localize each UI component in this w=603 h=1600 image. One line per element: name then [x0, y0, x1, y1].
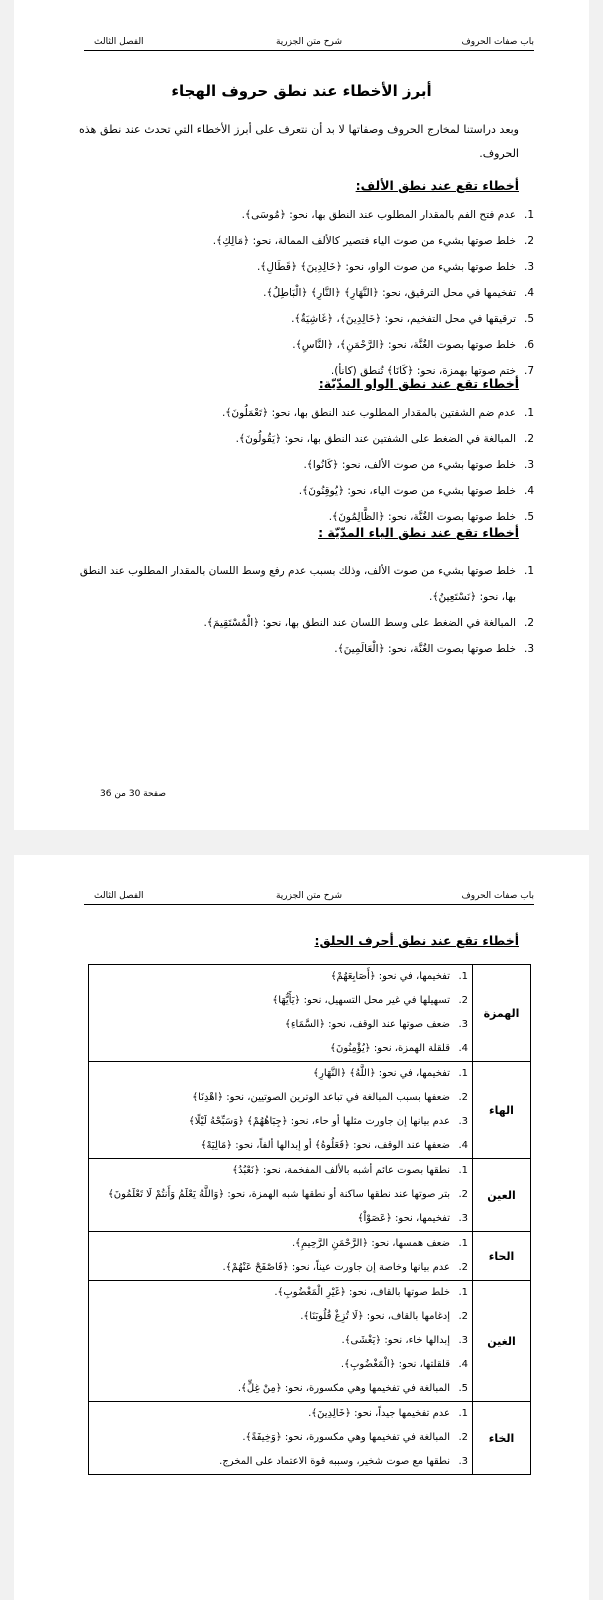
letter-error-item: 4. قلقلة الهمزة، نحو: ﴿يُؤْمِنُونَ﴾: [330, 1043, 468, 1054]
throat-letters-table: [88, 964, 531, 1475]
ya-error-item: 1. خلط صوتها بشيء من صوت الألف، وذلك بسبب عدم رفع وسط اللسان بالمقدار المطلوب عند النطق بها، نحو: ﴿نَسْتَعِينُ﴾.: [79, 565, 534, 603]
letter-name-cell: الهمزة: [473, 965, 531, 1062]
intro-paragraph: وبعد دراستنا لمخارج الحروف وصفاتها لا بد أن نتعرف على أبرز الأخطاء التي تحدث عند نطق هذه الحروف.: [79, 123, 519, 160]
letter-error-item: 1. تفخيمها، في نحو: ﴿اللَّهُ﴾ ﴿النَّهَارِ﴾: [313, 1068, 468, 1079]
header-section: الفصل الثالث: [94, 37, 144, 47]
alif-error-item: 7. ختم صوتها بهمزة، نحو: ﴿كَانَا﴾ تُنطق (كانأ).: [330, 365, 534, 377]
page-header: [84, 30, 534, 51]
header-section: الفصل الثالث: [94, 891, 144, 901]
document-page-1: [14, 0, 589, 830]
errors-cell: [89, 1232, 473, 1281]
letter-error-item: 2. إدغامها بالقاف، نحو: ﴿لَا تُزِغْ قُلُوبَنَا﴾.: [300, 1311, 468, 1322]
letter-error-item: 4. ضعفها عند الوقف، نحو: ﴿فَعَلُوهُ﴾ أو إبدالها ألفاً، نحو: ﴿مَالِيَهْ﴾: [200, 1140, 468, 1151]
alif-error-item: 2. خلط صوتها بشيء من صوت الياء فتصير كالألف الممالة، نحو: ﴿مَالِكِ﴾.: [212, 235, 534, 247]
page-header: [84, 884, 534, 905]
alif-error-item: 6. خلط صوتها بصوت الغُنَّة، نحو: ﴿الرَّحْمَنِ﴾، ﴿النَّاسِ﴾.: [292, 339, 534, 351]
table-row: [89, 1232, 531, 1281]
header-book: شرح متن الجزرية: [275, 891, 343, 901]
table-row: [89, 1281, 531, 1402]
page-title: أبرز الأخطاء عند نطق حروف الهجاء: [171, 82, 432, 100]
waw-error-item: 5. خلط صوتها بصوت الغُنَّة، نحو: ﴿الظَّالِمُونَ﴾.: [328, 511, 534, 523]
letter-name-cell: الغين: [473, 1281, 531, 1402]
section-heading-ya: أخطاء تقع عند نطق الياء المدّيّة :: [318, 525, 519, 540]
waw-error-item: 3. خلط صوتها بشيء من صوت الألف، نحو: ﴿كَانُوا﴾.: [303, 459, 534, 471]
page-number: صفحة 30 من 36: [100, 789, 167, 799]
table-row: [89, 1402, 531, 1475]
letter-error-item: 5. المبالغة في تفخيمها وهي مكسورة، نحو: ﴿مِنْ غِلٍّ﴾.: [237, 1383, 468, 1394]
alif-error-item: 1. عدم فتح الفم بالمقدار المطلوب عند النطق بها، نحو: ﴿مُوسَى﴾.: [241, 209, 534, 221]
letter-name-cell: الخاء: [473, 1402, 531, 1475]
letter-error-item: 2. ضعفها بسبب المبالغة في تباعد الوترين الصوتيين، نحو: ﴿اهْدِنَا﴾: [192, 1092, 468, 1103]
section-heading-waw: أخطاء تقع عند نطق الواو المدّيّة:: [318, 376, 519, 391]
ya-errors-list: [64, 558, 534, 662]
header-chapter: باب صفات الحروف: [461, 37, 534, 47]
letter-error-item: 3. ضعف صوتها عند الوقف، نحو: ﴿السَّمَاءِ﴾: [284, 1019, 468, 1030]
waw-errors-list: [64, 400, 534, 530]
letter-error-item: 3. عدم بيانها إن جاورت مثلها أو حاء، نحو: ﴿جِبَاهُهُمْ﴾ ﴿وَسَبِّحْهُ لَيْلًا﴾: [188, 1116, 468, 1127]
waw-error-item: 4. خلط صوتها بشيء من صوت الياء، نحو: ﴿يُوقِنُونَ﴾.: [298, 485, 534, 497]
errors-cell: [89, 1062, 473, 1159]
letter-error-item: 1. خلط صوتها بالقاف، نحو: ﴿غَيْرِ الْمَغْضُوبِ﴾.: [274, 1287, 468, 1298]
letter-name-cell: العين: [473, 1159, 531, 1232]
letter-name-cell: الحاء: [473, 1232, 531, 1281]
letter-error-item: 2. عدم بيانها وخاصة إن جاورت عيناً، نحو: ﴿فَاصْفَحْ عَنْهُمْ﴾.: [222, 1262, 468, 1273]
alif-error-item: 3. خلط صوتها بشيء من صوت الواو، نحو: ﴿خَالِدِينَ﴾ ﴿قَطَالِ﴾.: [256, 261, 534, 273]
letter-error-item: 4. قلقلتها، نحو: ﴿الْمَغْضُوبِ﴾.: [340, 1359, 468, 1370]
letter-error-item: 1. نطقها بصوت عائم أشبه بالألف المفخمة، نحو: ﴿نَعْبُدُ﴾: [232, 1165, 468, 1176]
letter-error-item: 2. بتر صوتها عند نطقها ساكنة أو نطقها شبه الهمزة، نحو: ﴿وَاللَّهُ يَعْلَمُ وَأَنتُمْ لَا تَعْلَمُونَ﴾: [107, 1189, 468, 1200]
waw-error-item: 1. عدم ضم الشفتين بالمقدار المطلوب عند النطق بها، نحو: ﴿تَعْمَلُونَ﴾.: [221, 407, 534, 419]
letter-error-item: 1. تفخيمها، في نحو: ﴿أَصَابِعَهُمْ﴾: [330, 971, 468, 982]
errors-cell: [89, 965, 473, 1062]
letter-error-item: 2. تسهيلها في غير محل التسهيل، نحو: ﴿يَأَيُّهَا﴾: [272, 995, 468, 1006]
letter-error-item: 2. المبالغة في تفخيمها وهي مكسورة، نحو: ﴿وَخِيفَةً﴾.: [242, 1432, 468, 1443]
table-row: [89, 1062, 531, 1159]
waw-error-item: 2. المبالغة في الضغط على الشفتين عند النطق بها، نحو: ﴿يَقُولُونَ﴾.: [235, 433, 534, 445]
letter-name-cell: الهاء: [473, 1062, 531, 1159]
alif-error-item: 5. ترقيقها في محل التفخيم، نحو: ﴿خَالِدِينَ﴾، ﴿غَاشِيَةٌ﴾.: [291, 313, 534, 325]
letter-error-item: 1. عدم تفخيمها جيداً، نحو: ﴿خَالِدِينَ﴾.: [308, 1408, 468, 1419]
header-chapter: باب صفات الحروف: [461, 891, 534, 901]
errors-cell: [89, 1402, 473, 1475]
table-row: [89, 1159, 531, 1232]
alif-error-item: 4. تفخيمها في محل الترقيق، نحو: ﴿النَّهَارِ﴾ ﴿النَّارِ﴾ ﴿الْبَاطِلُ﴾.: [263, 287, 534, 299]
letter-error-item: 1. ضعف همسها، نحو: ﴿الرَّحْمَنِ الرَّحِيمِ﴾.: [291, 1238, 468, 1249]
table-row: [89, 965, 531, 1062]
letter-error-item: 3. نطقها مع صوت شخير، وسببه قوة الاعتماد على المخرج.: [219, 1456, 468, 1467]
errors-cell: [89, 1159, 473, 1232]
header-book: شرح متن الجزرية: [275, 37, 343, 47]
ya-error-item: 2. المبالغة في الضغط على وسط اللسان عند النطق بها، نحو: ﴿الْمُسْتَقِيمَ﴾.: [203, 617, 534, 629]
section-heading-alif: أخطاء تقع عند نطق الألف:: [355, 178, 519, 193]
document-page-2: [14, 855, 589, 1600]
section-heading-throat-letters: أخطاء تقع عند نطق أحرف الحلق:: [314, 933, 519, 948]
letter-error-item: 3. تفخيمها، نحو: ﴿عَصَوْاْ﴾: [357, 1213, 468, 1224]
ya-error-item: 3. خلط صوتها بصوت الغُنَّة، نحو: ﴿الْعَالَمِينَ﴾.: [334, 643, 534, 655]
alif-errors-list: [64, 202, 534, 384]
letter-error-item: 3. إبدالها خاء، نحو: ﴿يَغْشَى﴾.: [341, 1335, 468, 1346]
errors-cell: [89, 1281, 473, 1402]
